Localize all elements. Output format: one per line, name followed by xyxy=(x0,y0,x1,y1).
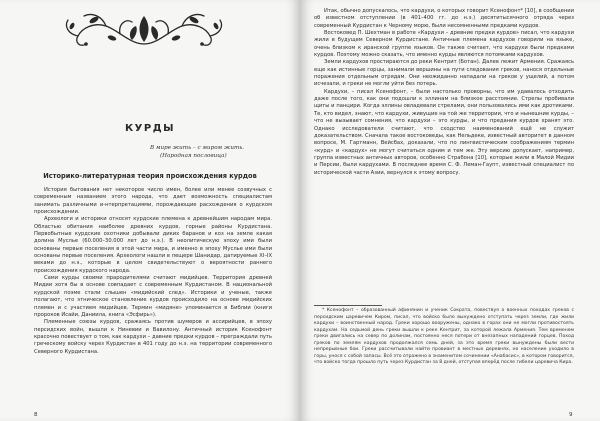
right-page xyxy=(300,0,600,421)
left-body-text xyxy=(34,187,272,356)
epigraph-text: В мире жить – с миром жить. xyxy=(150,145,245,151)
paragraph: Итак, обычно допускалось, что кардухи, о которых говорит Ксенофонт* [10], в сообщении об известном отступлении (в 401–400 гг. до н.э.) десятитысячного отряда через современный Курдистан к Черному морю, были несомненными предками курдов. xyxy=(314,8,574,29)
footnote-divider xyxy=(314,305,382,306)
paragraph: Племенные союзы курдов, сражаясь против шумеров и ассирийцев, в эпоху персидских войн, вышли к Ниневии и Вавилону. Античный историк Ксенофонт красочно повествует о том, как кардухи – давние предки курдов – преграждали путь греческому войску через Курдистан в 401 году до н.э. на территории современного Северного Курдистана. xyxy=(34,319,272,355)
footnote-text: * Ксенофонт – образованный афинянин и ученик Сократа, повествуя о военных походах греков с персидским царевичем Киром, писал, что войско было вынуждено отступать через земли, где жили кардухи – воинственный народ. Греки хорошо вооружены, однако в горах они не могли противостоять кардухам. На седьмой день греки вышли к реке Кентрит, за которой лежала Армения. Тем временем греки двигались на север по долинам, постоянно неся потери от внезапных нападений горцев. Поход греков по землям кардухов продолжался семь дней, за это время греки вынуждены были вести непрерывные бои. Греки рассчитывали найти провиант в местных деревнях, но население уходило в горы, унося с собой запасы. Всё это отражено в знаменитом сочинении «Анабасис», в котором говорится, что войско тогда прошло путь через Курдистан за 8 дней, отступая вперёд после гибели царевича Кира. xyxy=(314,308,574,365)
floral-ornament-icon xyxy=(60,8,228,52)
footnote xyxy=(314,308,574,367)
epigraph xyxy=(150,144,270,160)
paragraph: Востоковед П. Шехтман в работе «Кардухи – древние предки курдов» писал, что кардухи жили в будущем Северном Курдистане. Античные племена кардухов говорили на языке, очень близком к иранской группе языков. Он также считает, что кардухи были предками курдов. Поэтому можно сказать, что именно курды являются потомками кардухов. xyxy=(314,30,574,59)
paragraph: Сами курды своими прародителями считают мидийцев. Территория древней Мидии хотя бы в основе совпадает с современным Курдистаном. В национальной курдской поэме стали слышен «мидийский след». Историки и ученые, также полагают, что этническое становление курдов происходило на основе мидийских племен и с участием мидийцев. Термин «мидяне» упоминается в Библии (книги пророков Исайи, Даниила, книга «Эсфирь»). xyxy=(34,275,272,318)
paragraph: Археологи и историки относят курдские племена к древнейшим народам мира. Областью обитания наиболее древних курдов, горные районы Курдистана. Первобытные курдские охотники добывали диких баранов и коз на земле какая долина Муслье (60.000–30.000 лет до н.э.). В неолитическую эпоху ими были основаны первые поселения в этой части мира, и именно в эпоху Муслье ими были основаны первые поселения. Археологи нашли в пещере Шанидар, датируемые XI–IX веками до н.э., которые в целом свидетельствуют о вероятности раннего происхождения курдского народа. xyxy=(34,216,272,274)
paragraph: Земли кардухов простираются до реки Кентрит (Ботан). Далее лежит Армения. Сражаясь еще как истинные горцы, занимали вершины на пути следования греков, нанося отдельные поражения отдельным отрядам. Они неожиданно нападали на греков у ущелий, а потом исчезали, и греки не могли уйти без потерь. xyxy=(314,59,574,88)
paragraph: Кардухи, – писал Ксенофонт, – были настолько проворны, что им удавалось отходить даже после того, как они подошли к эллинам на близкое расстояние. Стрелы пробивали щиты и панцири. Когда эллины овладевали стрелами, они пользовались ими как дротиками. Те, кто видел, знают, что кардухи, живущие на той же территории, что и нынешние курды, – что не вызывает сомнения, что кардухи – это курды, и что предания курдов хранят это. Однако исследователи считают, что сходство наименований ещё не служит доказательством. Сначала такое востоковеды, как Нельдеке, известный авторитет в данном вопросе, М. Гартманн, Вейсбах, доказали, что по лингвистическим соображениям термин «курд» и «кардух» не могут считаться одним и тем же. Эту версию допускает, например, группа известных античных авторов, особенно Страбона [10], которые жили в Малой Мидии и Персии, были кардухами. В последнее время С. Ф. Леман-Гаупт, известный специалист по исторической части Азии, вернулся к этому вопросу. xyxy=(314,88,574,176)
right-body-text xyxy=(314,8,574,177)
epigraph-source: (Народная пословица) xyxy=(160,153,227,159)
chapter-title: КУРДЫ xyxy=(125,123,175,134)
page-number: 8 xyxy=(34,412,38,418)
section-heading: Историко-литературная теория происхождения курдов xyxy=(43,172,257,180)
paragraph: История бытования нет некоторое число имен, более или менее созвучных с современным названием этого народа, что дает возможность специалистам занимать различными и-нтерпретациями, порождающие расхождения о курдском происхождении. xyxy=(34,187,272,216)
page-number: 9 xyxy=(569,412,573,418)
